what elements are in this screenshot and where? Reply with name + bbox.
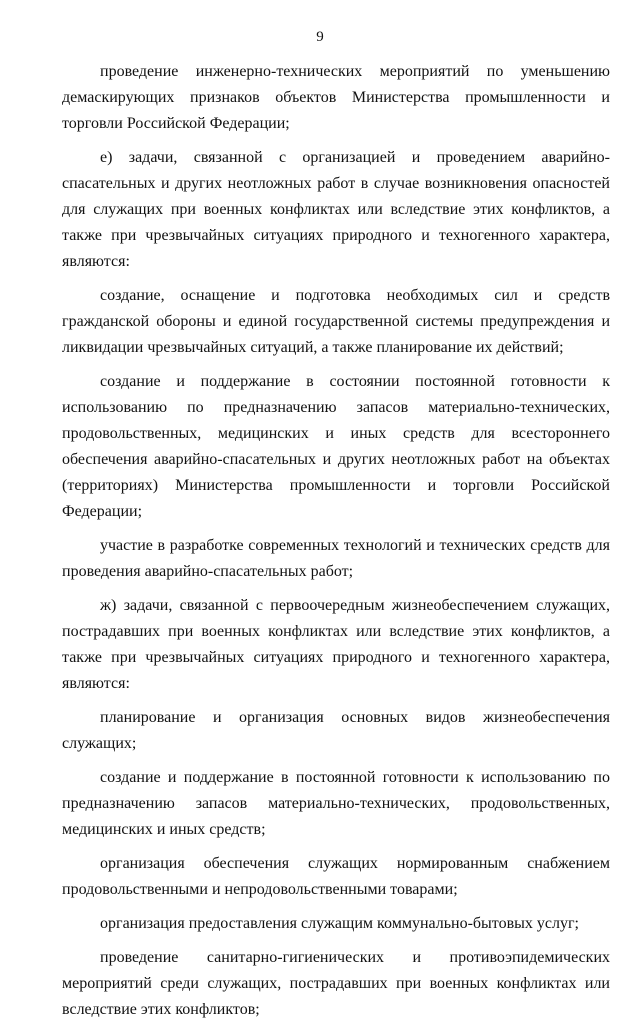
paragraph: планирование и организация основных видов жизнеобеспечения служащих; xyxy=(62,709,610,752)
page-number: 9 xyxy=(316,29,324,45)
paragraph: создание и поддержание в состоянии постоянной готовности к использованию по предназначению запасов материально-технических, продовольственных, медицинских и иных средств для всестороннего обеспечения аварийно-спасательных и других неотложных работ на объектах (территориях) Министерства промышленности и торговли Российской Федерации; xyxy=(62,373,610,520)
paragraph: ж) задачи, связанной с первоочередным жизнеобеспечением служащих, пострадавших при военных конфликтах или вследствие этих конфликтов, а также при чрезвычайных ситуациях природного и техногенного характера, являются: xyxy=(62,597,610,692)
document-body xyxy=(62,59,610,1031)
paragraph: создание, оснащение и подготовка необходимых сил и средств гражданской обороны и единой государственной системы предупреждения и ликвидации чрезвычайных ситуаций, а также планирование их действий; xyxy=(62,287,610,356)
paragraph: организация обеспечения служащих нормированным снабжением продовольственными и непродовольственными товарами; xyxy=(62,855,610,898)
paragraph: проведение инженерно-технических мероприятий по уменьшению демаскирующих признаков объектов Министерства промышленности и торговли Российской Федерации; xyxy=(62,63,610,132)
paragraph: участие в разработке современных технологий и технических средств для проведения аварийно-спасательных работ; xyxy=(62,537,610,580)
paragraph: е) задачи, связанной с организацией и проведением аварийно-спасательных и других неотложных работ в случае возникновения опасностей для служащих при военных конфликтах или вследствие этих конфликтов, а также при чрезвычайных ситуациях природного и техногенного характера, являются: xyxy=(62,149,610,270)
paragraph: создание и поддержание в постоянной готовности к использованию по предназначению запасов материально-технических, продовольственных, медицинских и иных средств; xyxy=(62,769,610,838)
paragraph: проведение санитарно-гигиенических и противоэпидемических мероприятий среди служащих, пострадавших при военных конфликтах или вследствие этих конфликтов; xyxy=(62,949,610,1018)
paragraph: организация предоставления служащим коммунально-бытовых услуг; xyxy=(100,915,579,932)
